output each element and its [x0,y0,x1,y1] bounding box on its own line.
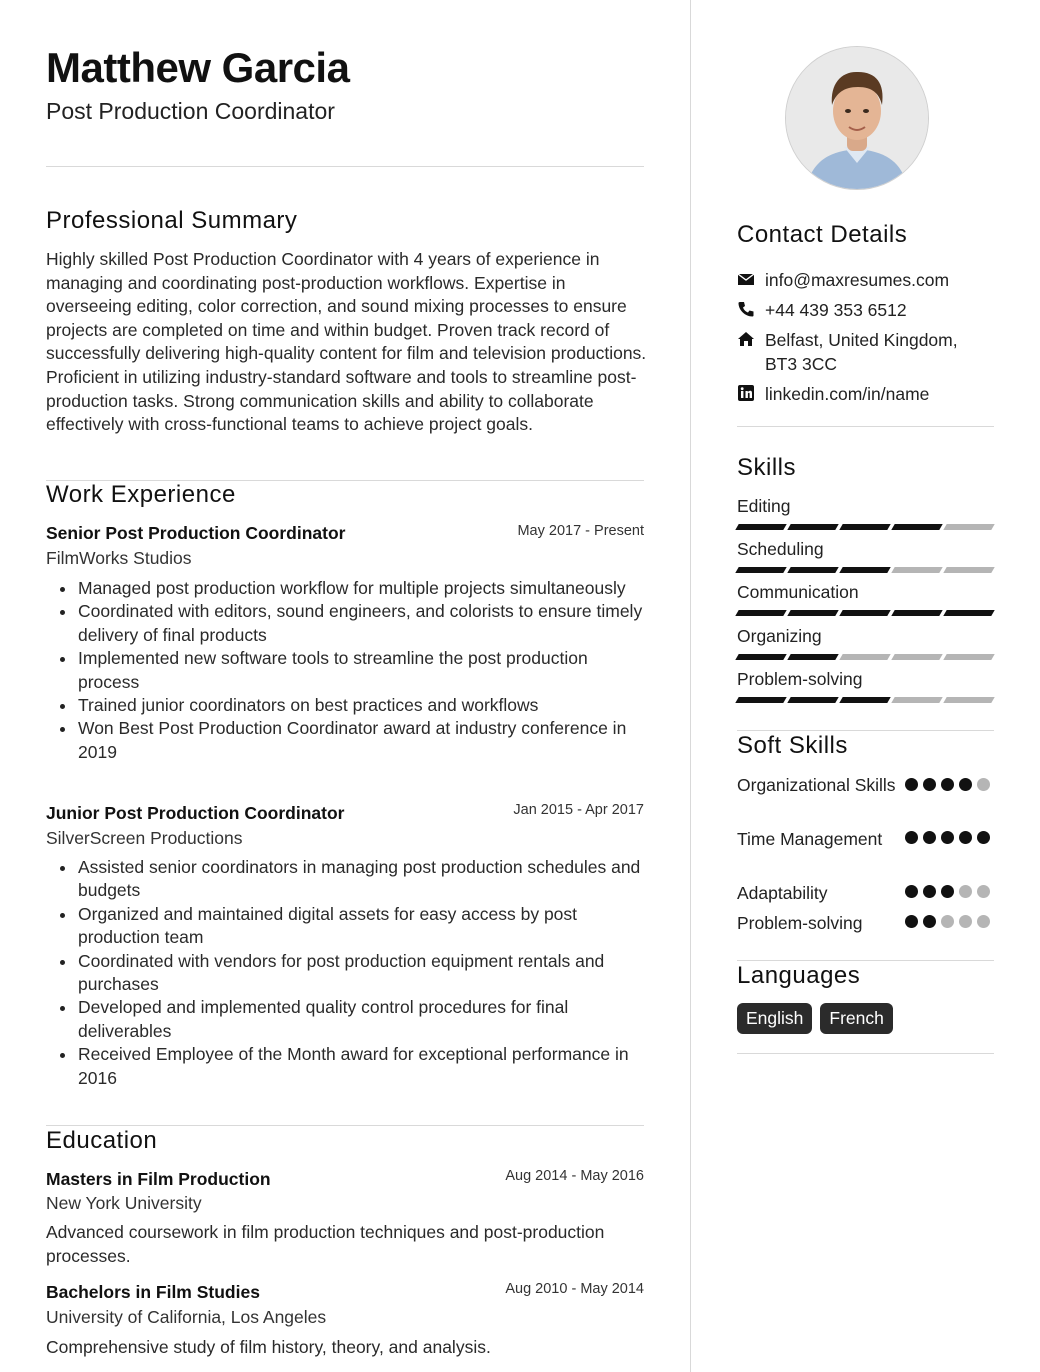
rating-dot [923,915,936,928]
school-name: New York University [46,1193,202,1213]
skill-level-segment [787,697,838,703]
skill-level-bar [737,524,993,530]
rating-dot [941,831,954,844]
candidate-title: Post Production Coordinator [46,98,335,124]
rating-dot [905,915,918,928]
contact-divider [737,426,994,427]
skill-level-segment [839,524,890,530]
skill-level-segment [891,654,942,660]
rating-dot [923,778,936,791]
skill-level-bar [737,654,993,660]
degree-title: Bachelors in Film Studies [46,1282,260,1302]
rating-dot [923,885,936,898]
list-item: Developed and implemented quality control procedures for final deliverables [78,996,646,1043]
skill-level-bar [737,697,993,703]
experience-heading: Work Experience [46,481,236,508]
job-date: May 2017 - Present [517,523,644,539]
education-heading: Education [46,1127,158,1154]
job-title: Senior Post Production Coordinator [46,523,346,543]
skill-label: Organizing [737,626,822,646]
summary-heading: Professional Summary [46,207,298,234]
soft-skill-label: Problem-solving [737,913,863,933]
soft-skill-rating [905,778,990,791]
skill-label: Editing [737,496,791,516]
list-item: Coordinated with editors, sound engineers, and colorists to ensure timely delivery of final products [78,600,646,647]
candidate-name: Matthew Garcia [46,44,350,91]
rating-dot [905,778,918,791]
languages-divider [737,1053,994,1054]
rating-dot [959,915,972,928]
soft-skill-label: Organizational Skills [737,775,896,795]
degree-date: Aug 2014 - May 2016 [505,1168,644,1184]
languages-list [737,1003,893,1034]
soft-skill-rating [905,831,990,844]
degree-description: Advanced coursework in film production techniques and post-production processes. [46,1222,605,1266]
soft-skill-label: Time Management [737,829,883,849]
skill-level-segment [787,610,838,616]
summary-text: Highly skilled Post Production Coordinator with 4 years of experience in managing and coordinating post-production workflows. Expertise in overseeing editing, color correction, and sound mixing processes to ensure projects are completed on time and within budget. Proven track record of successfully delivering high-quality content for film and television productions. Proficient in utilizing industry-standard software and tools to streamline post-production tasks. Strong communication skills and ability to collaborate effectively with cross-functional teams to achieve project goals. [46,249,647,435]
skill-level-segment [891,567,942,573]
list-item: Managed post production workflow for multiple projects simultaneously [78,577,646,600]
skill-level-segment [943,567,994,573]
rating-dot [977,831,990,844]
list-item: Implemented new software tools to streamline the post production process [78,647,646,694]
skill-level-segment [735,654,786,660]
skill-level-segment [735,610,786,616]
languages-heading: Languages [737,962,861,989]
soft-skill-rating [905,885,990,898]
linkedin-text: linkedin.com/in/name [765,384,930,404]
home-icon [737,330,755,348]
skill-level-segment [735,697,786,703]
skill-level-bar [737,567,993,573]
rating-dot [977,885,990,898]
skill-level-segment [787,567,838,573]
skill-level-segment [839,610,890,616]
skill-level-segment [787,524,838,530]
skill-level-segment [839,697,890,703]
rating-dot [941,885,954,898]
phone-icon [737,300,755,318]
skills-heading: Skills [737,454,797,481]
rating-dot [905,885,918,898]
rating-dot [959,831,972,844]
job-title: Junior Post Production Coordinator [46,803,345,823]
job-bullets [46,577,646,764]
rating-dot [959,885,972,898]
list-item: Assisted senior coordinators in managing post production schedules and budgets [78,856,646,903]
email-text: info@maxresumes.com [765,270,950,290]
skill-label: Communication [737,582,859,602]
soft-skill-rating [905,915,990,928]
list-item: Coordinated with vendors for post production equipment rentals and purchases [78,950,646,997]
school-name: University of California, Los Angeles [46,1307,327,1327]
skill-label: Scheduling [737,539,824,559]
soft-skills-heading: Soft Skills [737,732,848,759]
skill-level-segment [943,610,994,616]
skill-level-bar [737,610,993,616]
skill-label: Problem-solving [737,669,863,689]
skill-level-segment [839,567,890,573]
skills-divider [737,730,994,731]
job-company: SilverScreen Productions [46,828,243,848]
skill-level-segment [787,654,838,660]
envelope-icon [737,270,755,288]
degree-description: Comprehensive study of film history, theory, and analysis. [46,1337,491,1357]
avatar-illustration [786,47,928,189]
rating-dot [923,831,936,844]
degree-title: Masters in Film Production [46,1169,271,1189]
skill-level-segment [839,654,890,660]
language-tag: French [820,1003,892,1034]
column-divider [690,0,691,1372]
rating-dot [959,778,972,791]
language-tag: English [737,1003,812,1034]
skill-level-segment [891,610,942,616]
job-date: Jan 2015 - Apr 2017 [513,802,644,818]
job-bullets [46,856,646,1090]
rating-dot [977,778,990,791]
skill-level-segment [943,654,994,660]
skill-level-segment [735,524,786,530]
linkedin-icon [737,384,755,402]
profile-photo [785,46,929,190]
skill-level-segment [735,567,786,573]
rating-dot [905,831,918,844]
list-item: Received Employee of the Month award for exceptional performance in 2016 [78,1043,646,1090]
rating-dot [941,778,954,791]
skill-level-segment [943,524,994,530]
rating-dot [977,915,990,928]
skill-level-segment [891,524,942,530]
header-divider [46,166,644,167]
contact-heading: Contact Details [737,221,908,248]
list-item: Trained junior coordinators on best practices and workflows [78,694,646,717]
skill-level-segment [891,697,942,703]
job-company: FilmWorks Studios [46,548,192,568]
phone-text: +44 439 353 6512 [765,300,907,320]
rating-dot [941,915,954,928]
experience-divider [46,1125,644,1126]
address-text: Belfast, United Kingdom, BT3 3CC [765,330,958,374]
soft-skills-divider [737,960,994,961]
skill-level-segment [943,697,994,703]
list-item: Organized and maintained digital assets for easy access by post production team [78,903,646,950]
soft-skill-label: Adaptability [737,883,828,903]
degree-date: Aug 2010 - May 2014 [505,1281,644,1297]
list-item: Won Best Post Production Coordinator award at industry conference in 2019 [78,717,646,764]
